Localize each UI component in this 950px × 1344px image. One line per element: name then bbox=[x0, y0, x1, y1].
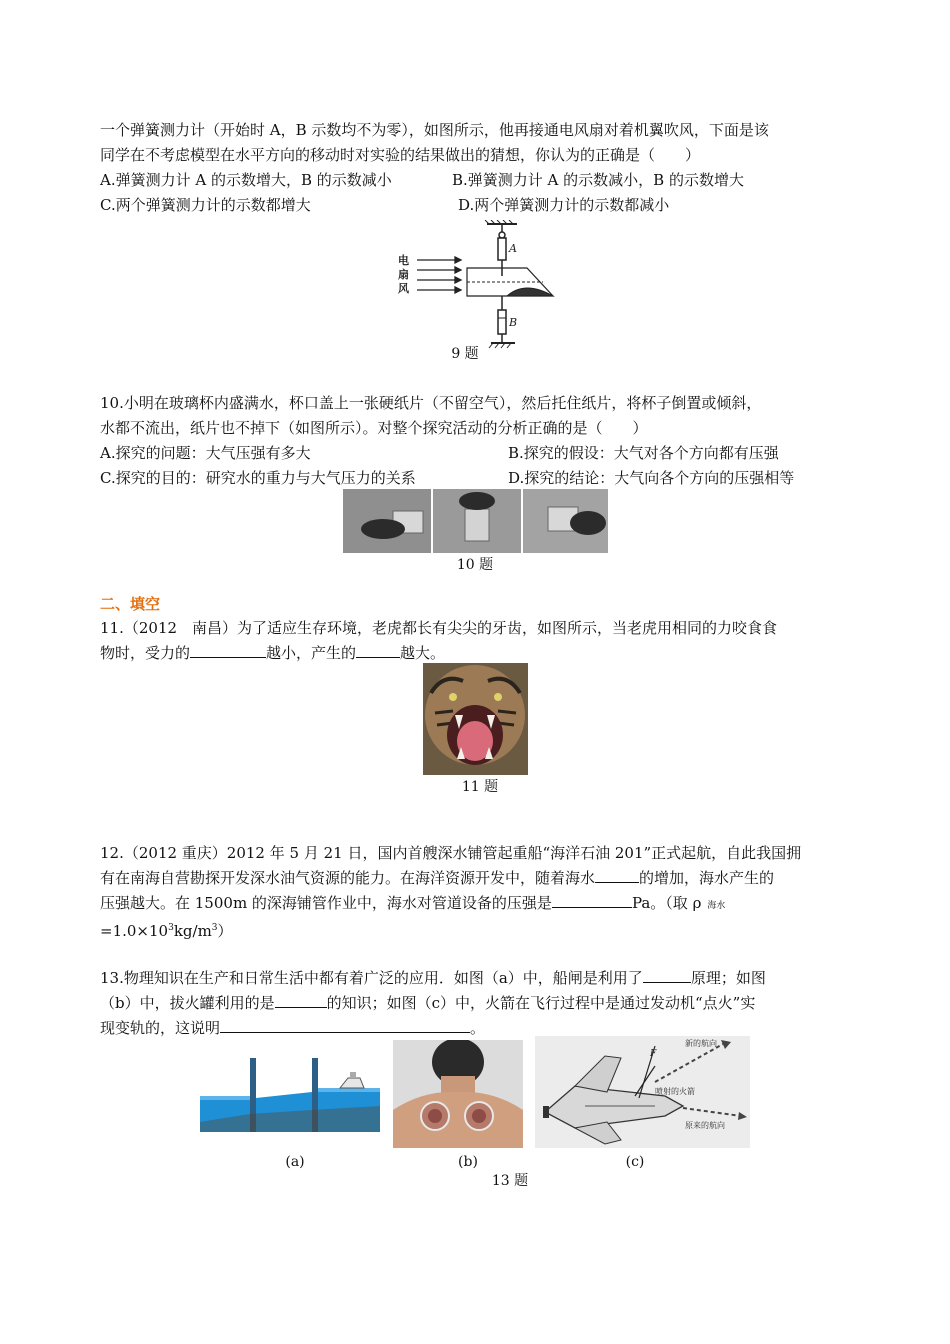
q13-text-e: 现变轨的，这说明 bbox=[100, 1019, 221, 1037]
q12-unit-exponent: 3 bbox=[211, 923, 218, 933]
q13-caption: 13 题 bbox=[491, 1173, 529, 1189]
q11-stem-line2 bbox=[100, 643, 445, 663]
q12-stem-line3 bbox=[100, 893, 725, 916]
q11-blank-2[interactable] bbox=[356, 643, 400, 658]
q9-option-b: B.弹簧测力计 A 的示数减小，B 的示数增大 bbox=[452, 171, 744, 189]
q12-rho-subscript: 海水 bbox=[707, 901, 726, 911]
q9-option-d: D.两个弹簧测力计的示数都减小 bbox=[458, 196, 670, 214]
label-new-course: 新的航向 bbox=[685, 1039, 717, 1048]
q13-label-b: (b) bbox=[458, 1154, 478, 1170]
label-a: A bbox=[509, 242, 517, 255]
q13-text-d: 的知识；如图（c）中，火箭在飞行过程中是通过发动机“点火”实 bbox=[326, 994, 756, 1012]
q11-text-c: 越大。 bbox=[400, 644, 446, 662]
q10-option-b: B.探究的假设：大气对各个方向都有压强 bbox=[508, 444, 779, 462]
q12-value-text: =1.0×10 bbox=[100, 922, 169, 940]
q9-stem-line1: 一个弹簧测力计（开始时 A，B 示数均不为零），如图所示，他再接通电风扇对着机翼吹风，下面是该 bbox=[100, 121, 769, 139]
q10-option-c: C.探究的目的：研究水的重力与大气压力的关系 bbox=[100, 469, 416, 487]
q13-blank-3[interactable] bbox=[220, 1018, 470, 1033]
q12-text-d: Pa。（取 ρ bbox=[631, 894, 702, 912]
q11-blank-1[interactable] bbox=[190, 643, 266, 658]
q12-text-b: 的增加，海水产生的 bbox=[639, 869, 775, 887]
q12-exponent: 3 bbox=[168, 923, 174, 933]
q12-stem-line4 bbox=[100, 918, 233, 941]
q11-text-a: 物时，受力的 bbox=[100, 644, 191, 662]
q11-tiger-photo bbox=[423, 663, 528, 775]
q12-blank-2[interactable] bbox=[552, 893, 632, 908]
q9-caption: 9 题 bbox=[451, 346, 479, 362]
q10-stem-line2: 水都不流出，纸片也不掉下（如图所示）。对整个探究活动的分析正确的是（ ） bbox=[100, 419, 648, 437]
q13-stem-line1 bbox=[100, 968, 766, 988]
q12-unit-text: kg/m bbox=[173, 922, 212, 940]
q13-blank-2[interactable] bbox=[275, 993, 327, 1008]
fan-wind-label: 电扇风 bbox=[398, 254, 409, 295]
q12-stem-line2 bbox=[100, 868, 774, 888]
q13-blank-1[interactable] bbox=[643, 968, 691, 983]
q13-stem-line2 bbox=[100, 993, 755, 1013]
q10-option-d: D.探究的结论：大气向各个方向的压强相等 bbox=[508, 469, 795, 487]
q12-stem-line1: 12.（2012 重庆）2012 年 5 月 21 日，国内首艘深水铺管起重船“海洋石油 201”正式起航，自此我国拥 bbox=[100, 844, 802, 862]
label-fired-rocket: 喷射的火箭 bbox=[655, 1087, 695, 1096]
spring-scale-b bbox=[498, 310, 506, 334]
q13-text-f: 。 bbox=[470, 1019, 486, 1037]
q10-photo-strip bbox=[343, 489, 608, 553]
section-fill-in-title: 二、填空 bbox=[100, 595, 161, 613]
q13-fig-b-cupping-photo bbox=[393, 1040, 523, 1148]
q10-stem-line1: 10.小明在玻璃杯内盛满水，杯口盖上一张硬纸片（不留空气），然后托住纸片，将杯子倒置或倾斜， bbox=[100, 394, 762, 412]
q10-caption: 10 题 bbox=[456, 557, 494, 573]
q13-fig-c-rocket-diagram bbox=[535, 1036, 750, 1148]
q12-text-c: 压强越大。在 1500m 的深海铺管作业中，海水对管道设备的压强是 bbox=[100, 894, 552, 912]
force-label-f: F bbox=[650, 1049, 657, 1059]
q11-stem-line1: 11.（2012 南昌）为了适应生存环境，老虎都长有尖尖的牙齿，如图所示，当老虎用相同的力咬食食 bbox=[100, 619, 778, 637]
q10-option-a: A.探究的问题：大气压强有多大 bbox=[100, 444, 311, 462]
q13-text-b: 原理；如图 bbox=[690, 969, 766, 987]
q9-option-a: A.弹簧测力计 A 的示数增大，B 的示数减小 bbox=[100, 171, 392, 189]
q13-fig-a-ship-lock bbox=[200, 1052, 380, 1132]
q11-caption: 11 题 bbox=[461, 779, 499, 795]
q13-text-a: 13.物理知识在生产和日常生活中都有着广泛的应用．如图（a）中，船闸是利用了 bbox=[100, 969, 643, 987]
q12-close-paren: ） bbox=[217, 922, 233, 940]
label-b: B bbox=[509, 316, 518, 329]
q11-text-b: 越小，产生的 bbox=[266, 644, 357, 662]
spring-scale-a bbox=[498, 238, 506, 260]
q13-label-a: (a) bbox=[285, 1154, 305, 1170]
q12-blank-1[interactable] bbox=[595, 868, 639, 883]
q12-text-a: 有在南海自营勘探开发深水油气资源的能力。在海洋资源开发中，随着海水 bbox=[100, 869, 596, 887]
q9-wing-figure bbox=[395, 220, 565, 350]
label-old-course: 原来的航向 bbox=[685, 1121, 725, 1130]
q9-option-c: C.两个弹簧测力计的示数都增大 bbox=[100, 196, 311, 214]
q13-stem-line3 bbox=[100, 1018, 485, 1038]
q9-stem-line2: 同学在不考虑模型在水平方向的移动时对实验的结果做出的猜想，你认为的正确是（ ） bbox=[100, 146, 701, 164]
q13-text-c: （b）中，拔火罐利用的是 bbox=[100, 994, 275, 1012]
q13-label-c: (c) bbox=[625, 1154, 645, 1170]
